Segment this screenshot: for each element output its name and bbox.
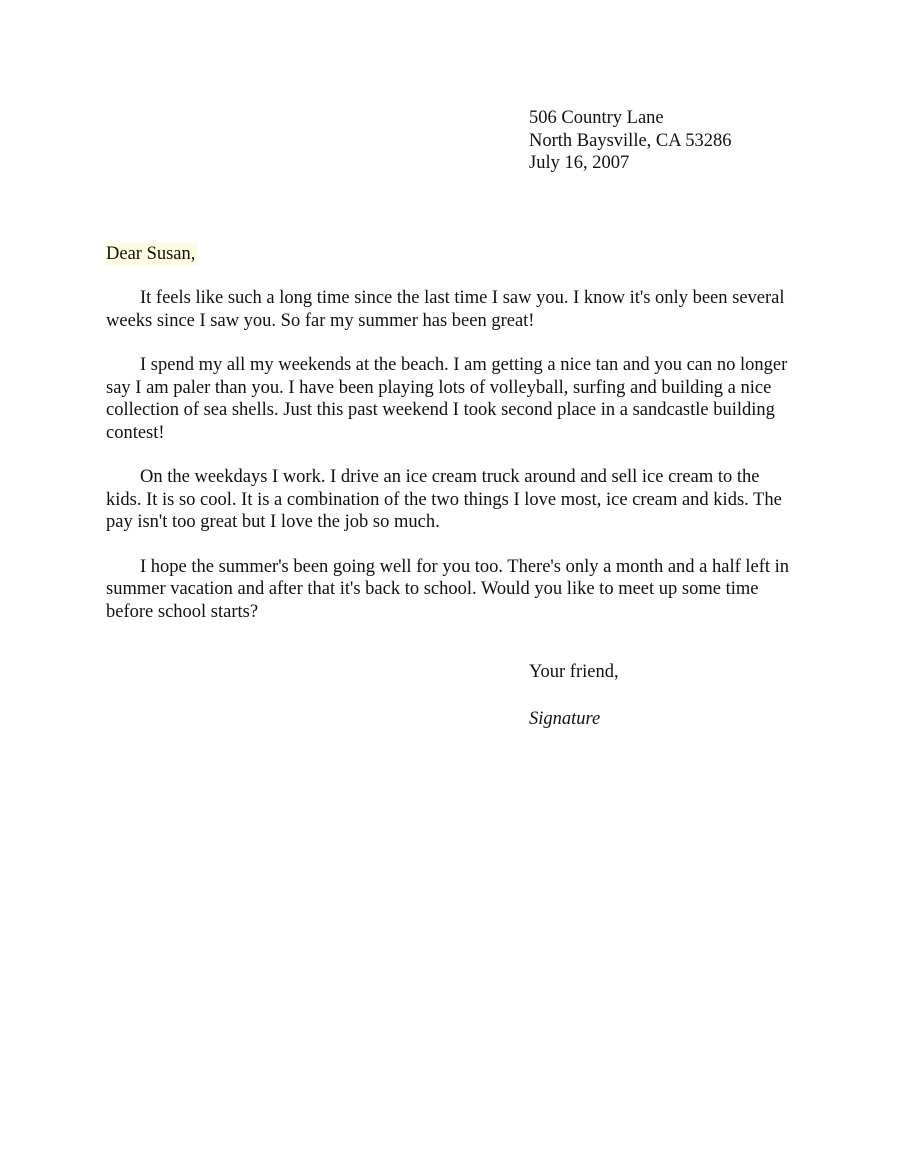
- body-paragraph: On the weekdays I work. I drive an ice cream truck around and sell ice cream to the kids. It is so cool. It is a combination of the two things I love most, ice cream and kids. The pay isn't too great but I love the job so much.: [106, 467, 782, 532]
- signature: Signature: [529, 709, 601, 729]
- sender-address-block: [529, 107, 731, 175]
- body-paragraph: It feels like such a long time since the last time I saw you. I know it's only been several weeks since I saw you. So far my summer has been great!: [106, 288, 785, 331]
- body-paragraph: I hope the summer's been going well for you too. There's only a month and a half left in summer vacation and after that it's back to school. Would you like to meet up some time before school starts?: [106, 556, 790, 622]
- sender-city-state-zip: North Baysville, CA 53286: [529, 130, 732, 151]
- closing: Your friend,: [529, 662, 619, 682]
- salutation: Dear Susan,: [106, 244, 196, 264]
- body-paragraph: I spend my all my weekends at the beach. I am getting a nice tan and you can no longer say I am paler than you. I have been playing lots of volleyball, surfing and building a nice collection of sea shells. Just this past weekend I took second place in a sandcastle building contest!: [106, 355, 788, 443]
- sender-street: 506 Country Lane: [529, 108, 664, 128]
- letter-body: [106, 287, 796, 645]
- letter-date: July 16, 2007: [529, 153, 630, 173]
